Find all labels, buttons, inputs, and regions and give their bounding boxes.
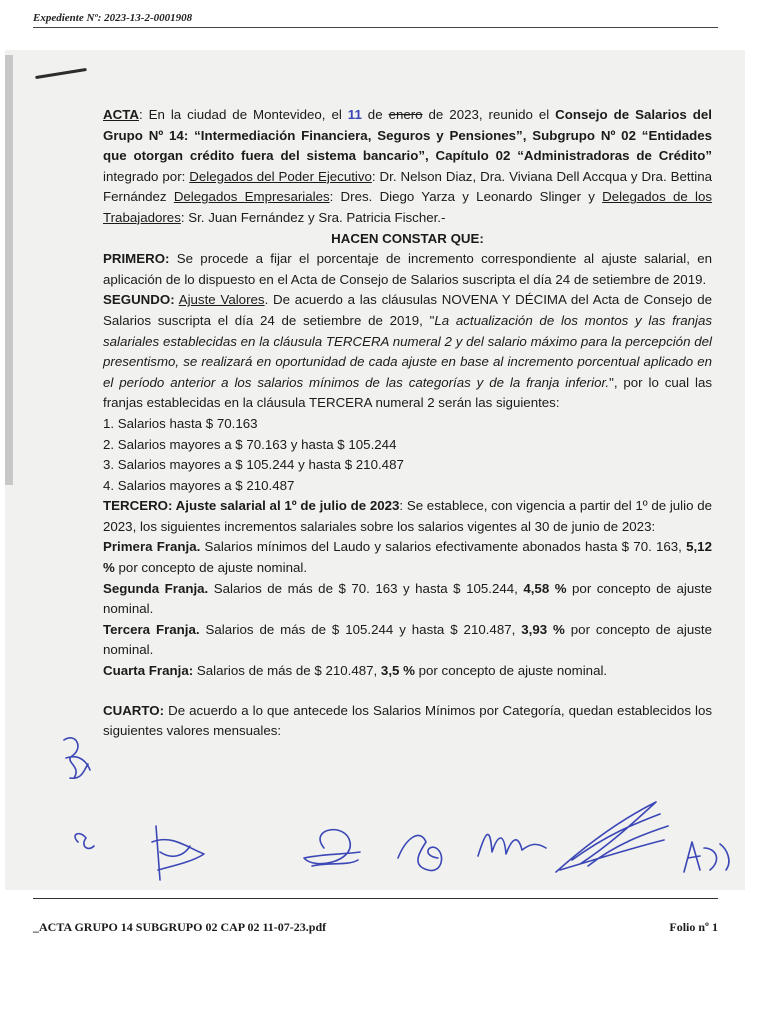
acta-paragraph: ACTA: En la ciudad de Montevideo, el 11 de enero de 2023, reunido el Consejo de Salarios del Grupo Nº 14: “Intermediación Financiera, Seguros y Pensiones”, Subgrupo Nº 02 “Entidades que otorgan crédito fuera del sistema bancario”, Capítulo 02 “Administradoras de Crédito” integrado por: Delegados del Poder Ejecutivo: Dr. Nelson Diaz, Dra. Viviana Dell Accqua y Dra. Bettina Fernández Delegados Empresariales: Dres. Diego Yarza y Leonardo Slinger y Delegados de los Trabajadores: Sr. Juan Fernández y Sra. Patricia Fischer.- (103, 107, 713, 225)
consejo-name: Consejo de Salarios del Grupo Nº 14: “Intermediación Financiera, Seguros y Pensiones”, Subgrupo Nº 02 “Entidades que otorgan crédito fuera del sistema bancario”, Capítulo 02 “Administradoras de Crédito” (103, 107, 712, 164)
header-rule (33, 27, 718, 28)
acta-label: ACTA (103, 107, 139, 122)
trabajadores-label: Delegados de los Trabajadores (103, 189, 712, 225)
signature-1 (75, 834, 94, 849)
document-body (103, 105, 712, 742)
tercera-franja: Tercera Franja. Salarios de más de $ 105.244 y hasta $ 210.487, 3,93 % por concepto de ajuste nominal. (103, 621, 712, 658)
franja-list-item: 3. Salarios mayores a $ 105.244 y hasta $ 210.487 (103, 457, 404, 473)
footer-rule (33, 898, 718, 899)
segundo-paragraph: SEGUNDO: Ajuste Valores. De acuerdo a las cláusulas NOVENA Y DÉCIMA del Acta de Consejo de Salarios suscripta el día 24 de setiembre de 2019, "La actualización de los montos y las franjas salariales establecidas en la cláusula TERCERA numeral 2 y del salario máximo para la percepción del presentismo, se realizará en oportunidad de cada ajuste en base al incremento porcentual aplicado en el período anterior a los salarios mínimos de las categorías y de la franja inferior.", por lo cual las franjas establecidas en la cláusula TERCERA numeral 2 serán las siguientes: (103, 292, 713, 411)
signature-6 (556, 802, 668, 872)
primera-franja: Primera Franja. Salarios mínimos del Laudo y salarios efectivamente abonados hasta $ 70. 163, 5,12 % por concepto de ajuste nominal. (103, 539, 712, 576)
paragraph-gap (103, 682, 712, 701)
franja-list-item: 4. Salarios mayores a $ 210.487 (103, 477, 295, 493)
expediente-header: Expediente Nº: 2023-13-2-0001908 (33, 12, 193, 24)
primero-paragraph: PRIMERO: Se procede a fijar el porcentaje de incremento correspondiente al ajuste salarial, en aplicación de lo dispuesto en el Acta de Consejo de Salarios suscripta el día 24 de setiembre de 2019. (103, 251, 712, 287)
signature-4 (398, 835, 442, 870)
tercero-label: TERCERO: Ajuste salarial al 1º de julio de 2023 (103, 498, 400, 514)
footer-filename: _ACTA GRUPO 14 SUBGRUPO 02 CAP 02 11-07-23.pdf (33, 920, 327, 934)
franja-list-item: 1. Salarios hasta $ 70.163 (103, 415, 258, 431)
segunda-franja: Segunda Franja. Salarios de más de $ 70. 163 y hasta $ 105.244, 4,58 % por concepto de ajuste nominal. (103, 580, 712, 617)
poder-ejecutivo-label: Delegados del Poder Ejecutivo (189, 168, 372, 184)
scan-edge-shadow (5, 55, 13, 485)
hacen-constar-heading: HACEN CONSTAR QUE: (331, 230, 484, 246)
percent-value: 3,5 % (380, 663, 415, 679)
footer-folio: Folio nº 1 (669, 920, 718, 934)
signature-5 (478, 834, 546, 856)
signature-2 (152, 826, 204, 880)
segundo-label: SEGUNDO: (103, 292, 175, 308)
percent-value: 4,58 % (523, 580, 567, 596)
tercero-paragraph: TERCERO: Ajuste salarial al 1º de julio de 2023: Se establece, con vigencia a partir del 1º de julio de 2023, los siguientes incrementos salariales sobre los salarios vigentes al 30 de junio de 2023: (103, 498, 712, 534)
cuarto-paragraph: CUARTO: De acuerdo a lo que antecede los Salarios Mínimos por Categoría, quedan establecidos los siguientes valores mensuales: (103, 702, 712, 739)
primero-label: PRIMERO: (103, 251, 170, 267)
signatures (60, 730, 750, 900)
signature-3 (304, 830, 360, 866)
percent-value: 3,93 % (521, 621, 565, 637)
franja-list-item: 2. Salarios mayores a $ 70.163 y hasta $ 105.244 (103, 436, 397, 452)
cuarta-franja: Cuarta Franja: Salarios de más de $ 210.487, 3,5 % por concepto de ajuste nominal. (103, 663, 608, 679)
handwritten-day: 11 (347, 107, 362, 122)
quoted-clause: La actualización de los montos y las franjas salariales establecidas en la cláusula TERCERA numeral 2 y del salario máximo para la percepción del presentismo, se realizará en oportunidad de cada ajuste en base al incremento porcentual aplicado en el período anterior a los salarios mínimos de las categorías y de la franja inferior. (103, 312, 712, 390)
side-initials-signature (64, 738, 90, 778)
signature-7 (684, 842, 729, 872)
struck-month: enero (388, 107, 423, 122)
percent-value: 5,12 % (103, 539, 712, 576)
ajuste-valores-label: Ajuste Valores (178, 292, 265, 308)
empresariales-label: Delegados Empresariales (173, 189, 330, 205)
cuarto-label: CUARTO: (103, 702, 165, 718)
